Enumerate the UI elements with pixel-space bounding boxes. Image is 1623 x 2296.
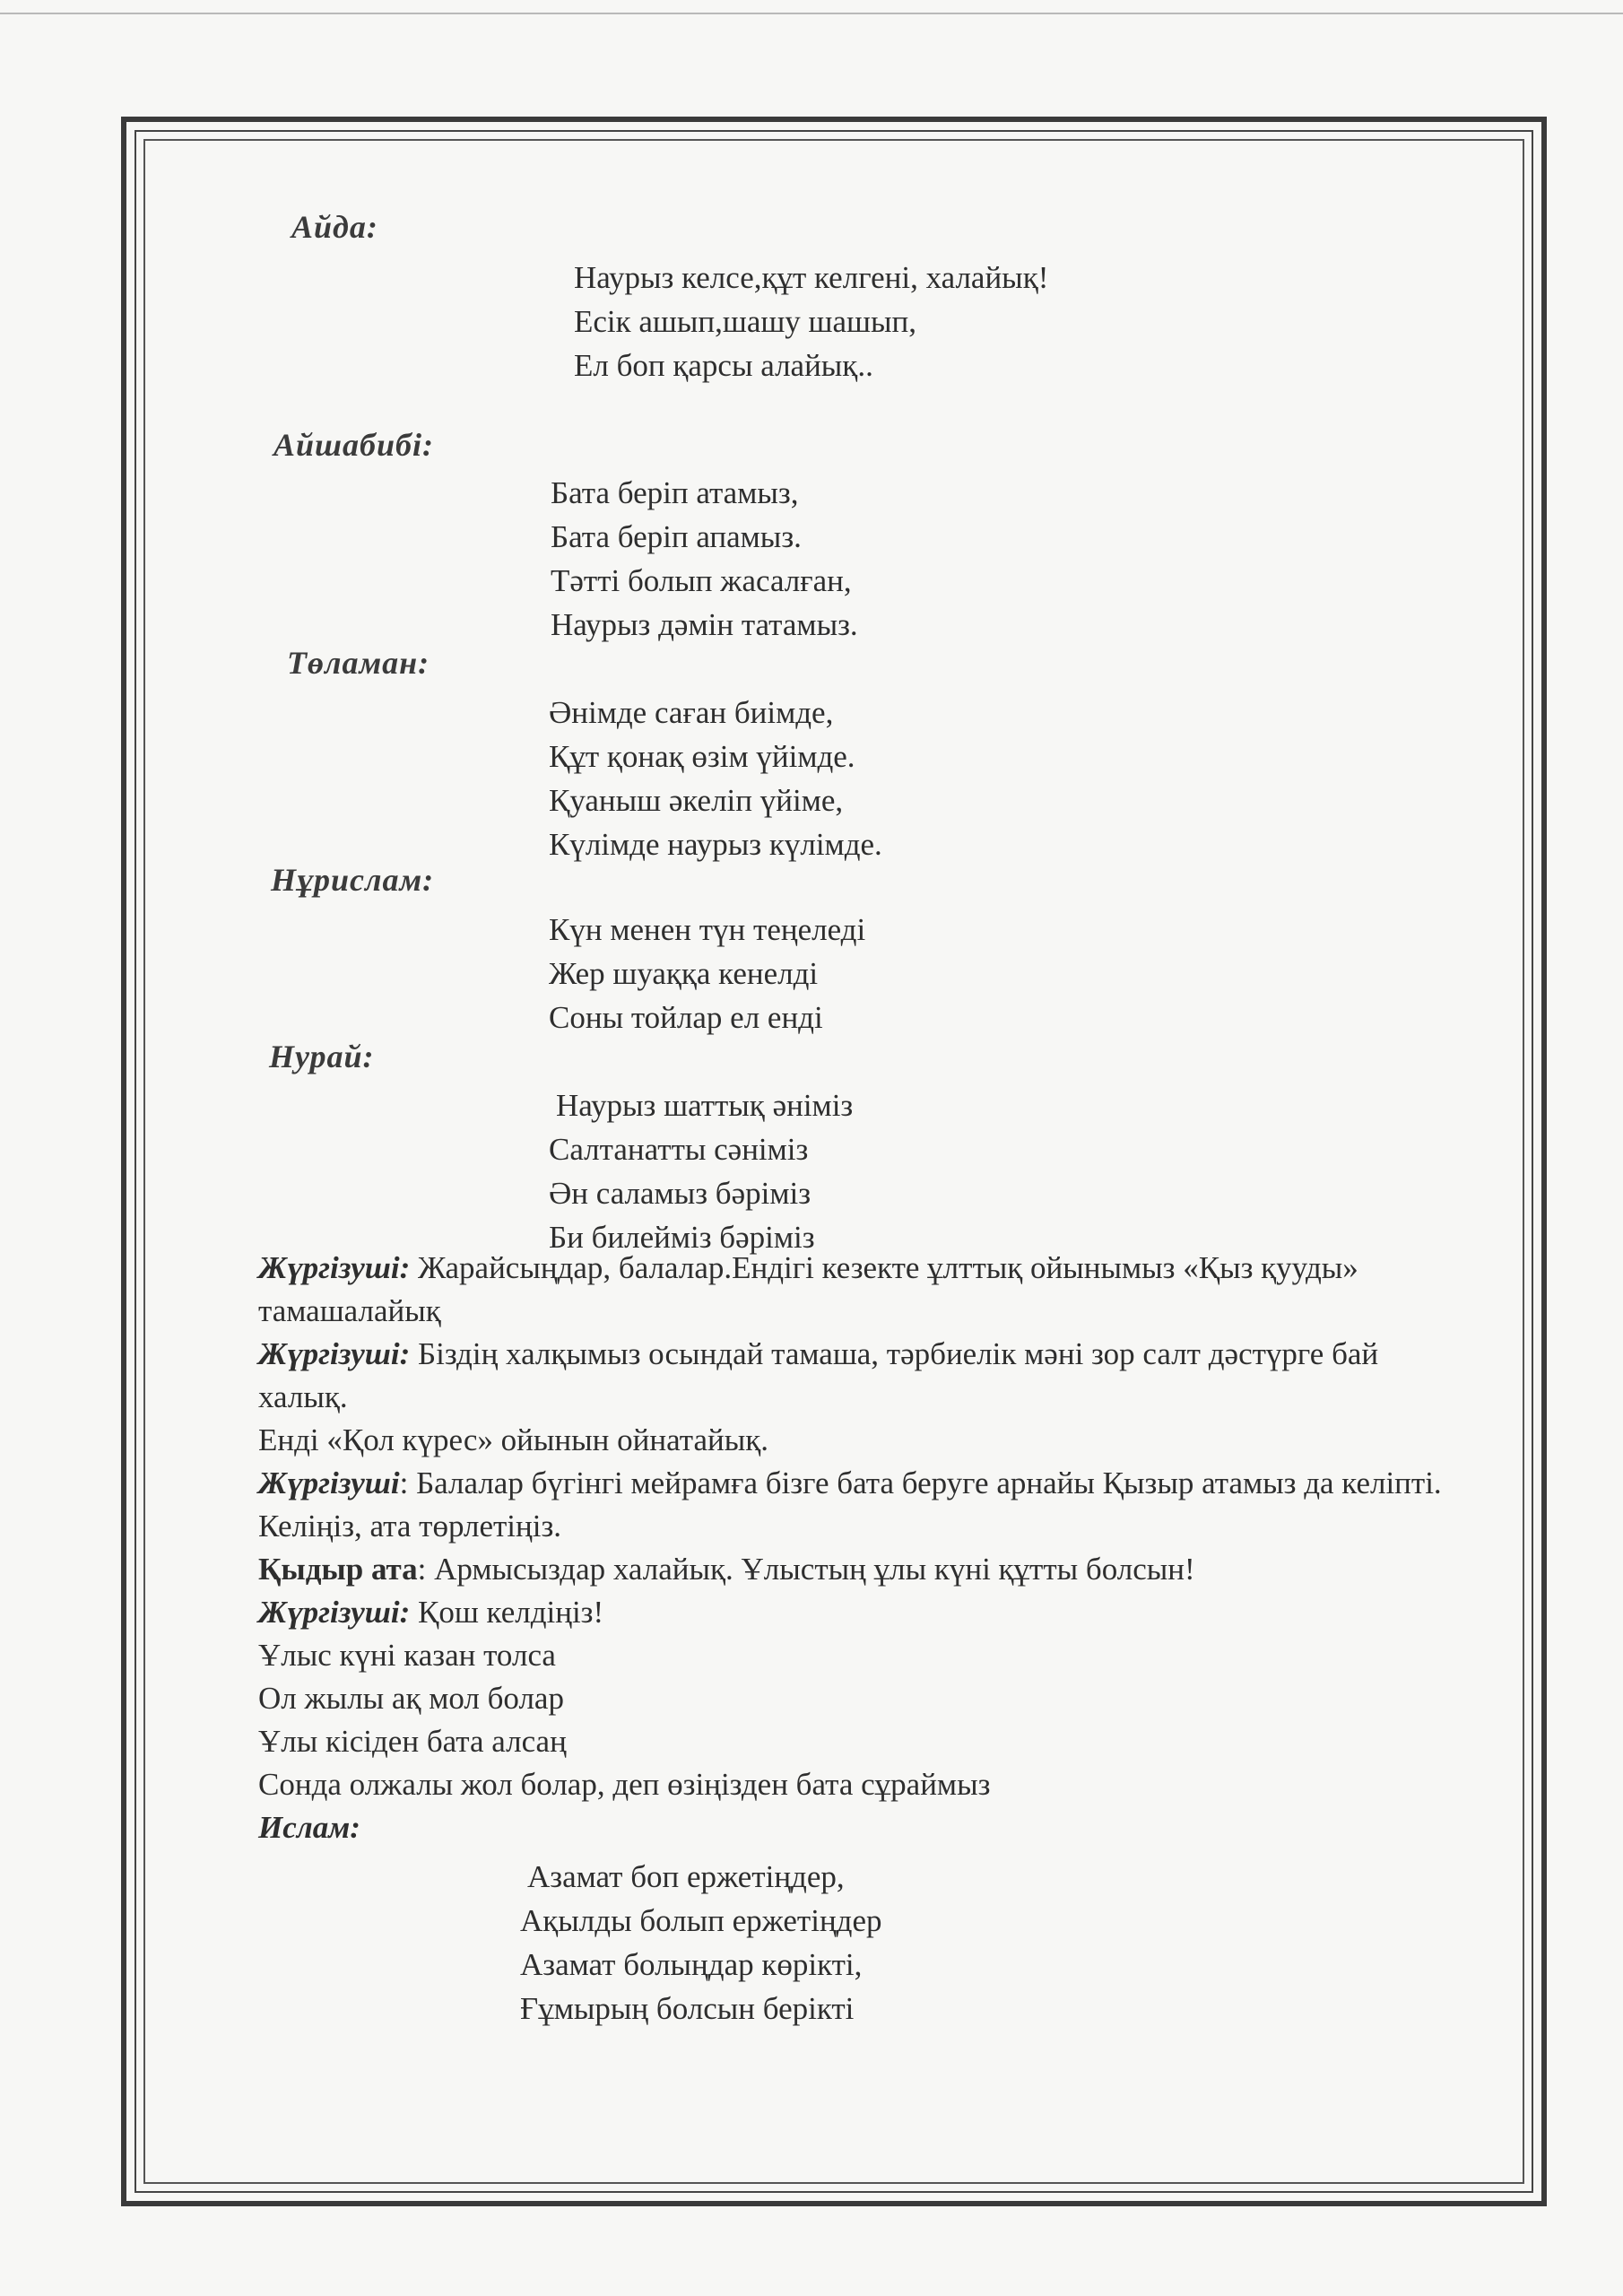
verse-line: Азамат боп ержетіңдер,	[527, 1859, 845, 1894]
verse-nurislam	[549, 908, 865, 1039]
verse-line: Тәтті болып жасалған,	[551, 563, 852, 598]
prose-block	[258, 1247, 1460, 1849]
speaker-nurai: Нурай:	[269, 1039, 375, 1074]
prose-paragraph	[258, 1419, 1460, 1462]
prose-lead: Жүргізуші:	[258, 1250, 411, 1285]
prose-text: Ұлы кісіден бата алсаң	[258, 1724, 567, 1759]
verse-line: Ақылды болып ержетіңдер	[520, 1903, 882, 1938]
verse-line: Бата беріп апамыз.	[551, 519, 802, 554]
verse-line: Ел боп қарсы алайық..	[574, 348, 873, 383]
prose-lead: Жүргізуші:	[258, 1336, 411, 1371]
verse-line: Соны тойлар ел енді	[549, 1000, 823, 1035]
prose-paragraph	[258, 1462, 1460, 1548]
prose-paragraph	[258, 1591, 1460, 1634]
prose-text: Енді «Қол күрес» ойынын ойнатайық.	[258, 1422, 769, 1457]
verse-line: Би билейміз бәріміз	[549, 1220, 815, 1255]
prose-lead: Жүргізуші:	[258, 1595, 411, 1630]
verse-line: Ғұмырың болсын берікті	[520, 1991, 855, 2026]
prose-paragraph	[258, 1634, 1460, 1677]
verse-aishabibi	[551, 471, 858, 647]
speaker-islam: Ислам:	[258, 1810, 360, 1845]
prose-paragraph	[258, 1247, 1460, 1333]
speaker-aishabibi: Айшабибі:	[273, 427, 434, 463]
prose-lead: Қыдыр ата	[258, 1552, 418, 1587]
verse-nurai	[549, 1083, 853, 1259]
verse-tolaman	[549, 691, 882, 866]
verse-line: Құт қонақ өзім үйімде.	[549, 739, 855, 774]
prose-paragraph	[258, 1763, 1460, 1806]
speaker-aida: Айда:	[291, 209, 378, 245]
scan-edge-line	[0, 13, 1623, 14]
verse-line: Әнімде саған биімде,	[549, 695, 834, 730]
prose-text: Біздің халқымыз осындай тамаша, тәрбиелік мәні зор салт дәстүрге бай халық.	[258, 1336, 1379, 1414]
verse-aida	[574, 256, 1048, 387]
verse-line: Қуаныш әкеліп үйіме,	[549, 783, 844, 818]
verse-line: Жер шуаққа кенелді	[549, 956, 819, 991]
verse-islam	[520, 1855, 882, 2031]
prose-paragraph	[258, 1548, 1460, 1591]
verse-line: Бата беріп атамыз,	[551, 475, 799, 510]
verse-line: Наурыз шаттық әніміз	[556, 1088, 854, 1123]
verse-line: Салтанатты сәніміз	[549, 1132, 809, 1167]
prose-text: Ұлыс күні казан толса	[258, 1638, 556, 1673]
verse-line: Ән саламыз бәріміз	[549, 1176, 812, 1211]
verse-line: Есік ашып,шашу шашып,	[574, 304, 916, 339]
prose-text: Жарайсыңдар, балалар.Ендігі кезекте ұлттық ойынымыз «Қыз қууды» тамашалайық	[258, 1250, 1358, 1328]
prose-text: Ол жылы ақ мол болар	[258, 1681, 564, 1716]
prose-text: : Армысыздар халайық. Ұлыстың ұлы күні құтты болсын!	[417, 1552, 1195, 1587]
verse-line: Наурыз дәмін татамыз.	[551, 607, 858, 642]
prose-text: : Балалар бүгінгі мейрамға бізге бата беруге арнайы Қызыр атамыз да келіпті. Келіңіз, ата төрлетіңіз.	[258, 1465, 1442, 1544]
prose-lead: Жүргізуші	[258, 1465, 400, 1500]
verse-line: Күн менен түн теңеледі	[549, 912, 866, 947]
verse-line: Наурыз келсе,құт келгені, халайық!	[574, 260, 1049, 295]
prose-paragraph	[258, 1806, 1460, 1849]
speaker-nurislam: Нұрислам:	[271, 862, 435, 898]
prose-paragraph	[258, 1677, 1460, 1720]
verse-line: Азамат болыңдар көрікті,	[520, 1947, 863, 1982]
speaker-tolaman: Төламан:	[287, 645, 430, 681]
prose-text: Сонда олжалы жол болар, деп өзіңізден бата сұраймыз	[258, 1767, 991, 1802]
prose-paragraph	[258, 1333, 1460, 1419]
prose-paragraph	[258, 1720, 1460, 1763]
prose-text: Қош келдіңіз!	[410, 1595, 604, 1630]
verse-line: Күлімде наурыз күлімде.	[549, 827, 882, 862]
